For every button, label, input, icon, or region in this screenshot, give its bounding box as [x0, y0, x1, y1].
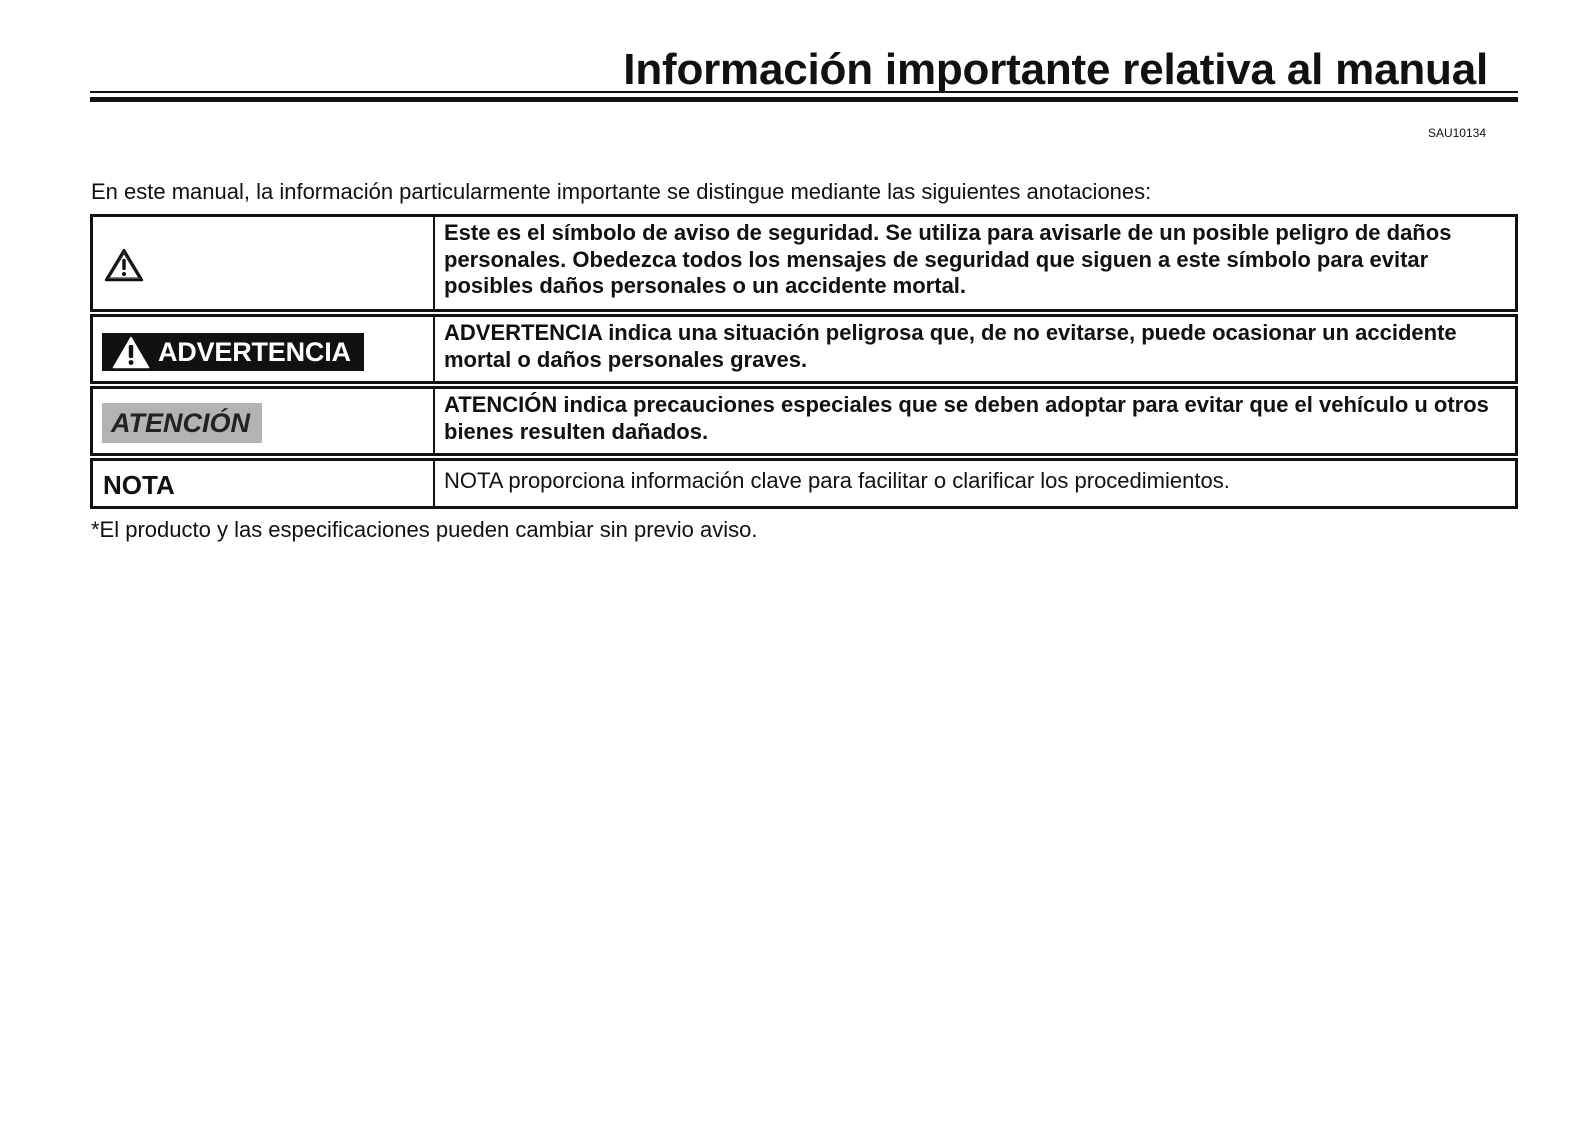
- title-rule-thick: [90, 97, 1518, 102]
- intro-text: En este manual, la información particularmente importante se distingue mediante las siguientes anotaciones:: [91, 179, 1152, 204]
- notation-label-cell: [93, 217, 435, 309]
- symbol-description: Este es el símbolo de aviso de seguridad. Se utiliza para avisarle de un posible peligro de daños personales. Obedezca todos los mensajes de seguridad que siguen a este símbolo para evitar posibles daños personales o un accidente mortal.: [444, 220, 1452, 298]
- warning-description: ADVERTENCIA indica una situación peligrosa que, de no evitarse, puede ocasionar un accidente mortal o daños personales graves.: [444, 320, 1457, 372]
- notation-row-note: [90, 458, 1518, 509]
- note-description: NOTA proporciona información clave para facilitar o clarificar los procedimientos.: [444, 468, 1230, 493]
- notation-row-symbol: [90, 214, 1518, 312]
- notation-row-warning: [90, 314, 1518, 384]
- warning-label-text: ADVERTENCIA: [158, 336, 351, 367]
- page-title: Información importante relativa al manual: [623, 45, 1488, 94]
- warning-label: [102, 333, 364, 371]
- caution-label: ATENCIÓN: [102, 403, 262, 443]
- title-rule-thin: [90, 91, 1518, 93]
- notation-row-caution: [90, 386, 1518, 456]
- footnote: *El producto y las especificaciones pueden cambiar sin previo aviso.: [91, 517, 758, 542]
- warning-triangle-icon: [112, 336, 150, 369]
- safety-alert-triangle-icon: [103, 247, 145, 283]
- notation-label-cell: [93, 389, 435, 453]
- document-code: SAU10134: [1427, 126, 1486, 140]
- notation-label-cell: [93, 461, 435, 506]
- notation-label-cell: [93, 317, 435, 381]
- caution-description: ATENCIÓN indica precauciones especiales que se deben adoptar para evitar que el vehículo u otros bienes resulten dañados.: [444, 392, 1489, 444]
- note-label: NOTA: [103, 470, 175, 500]
